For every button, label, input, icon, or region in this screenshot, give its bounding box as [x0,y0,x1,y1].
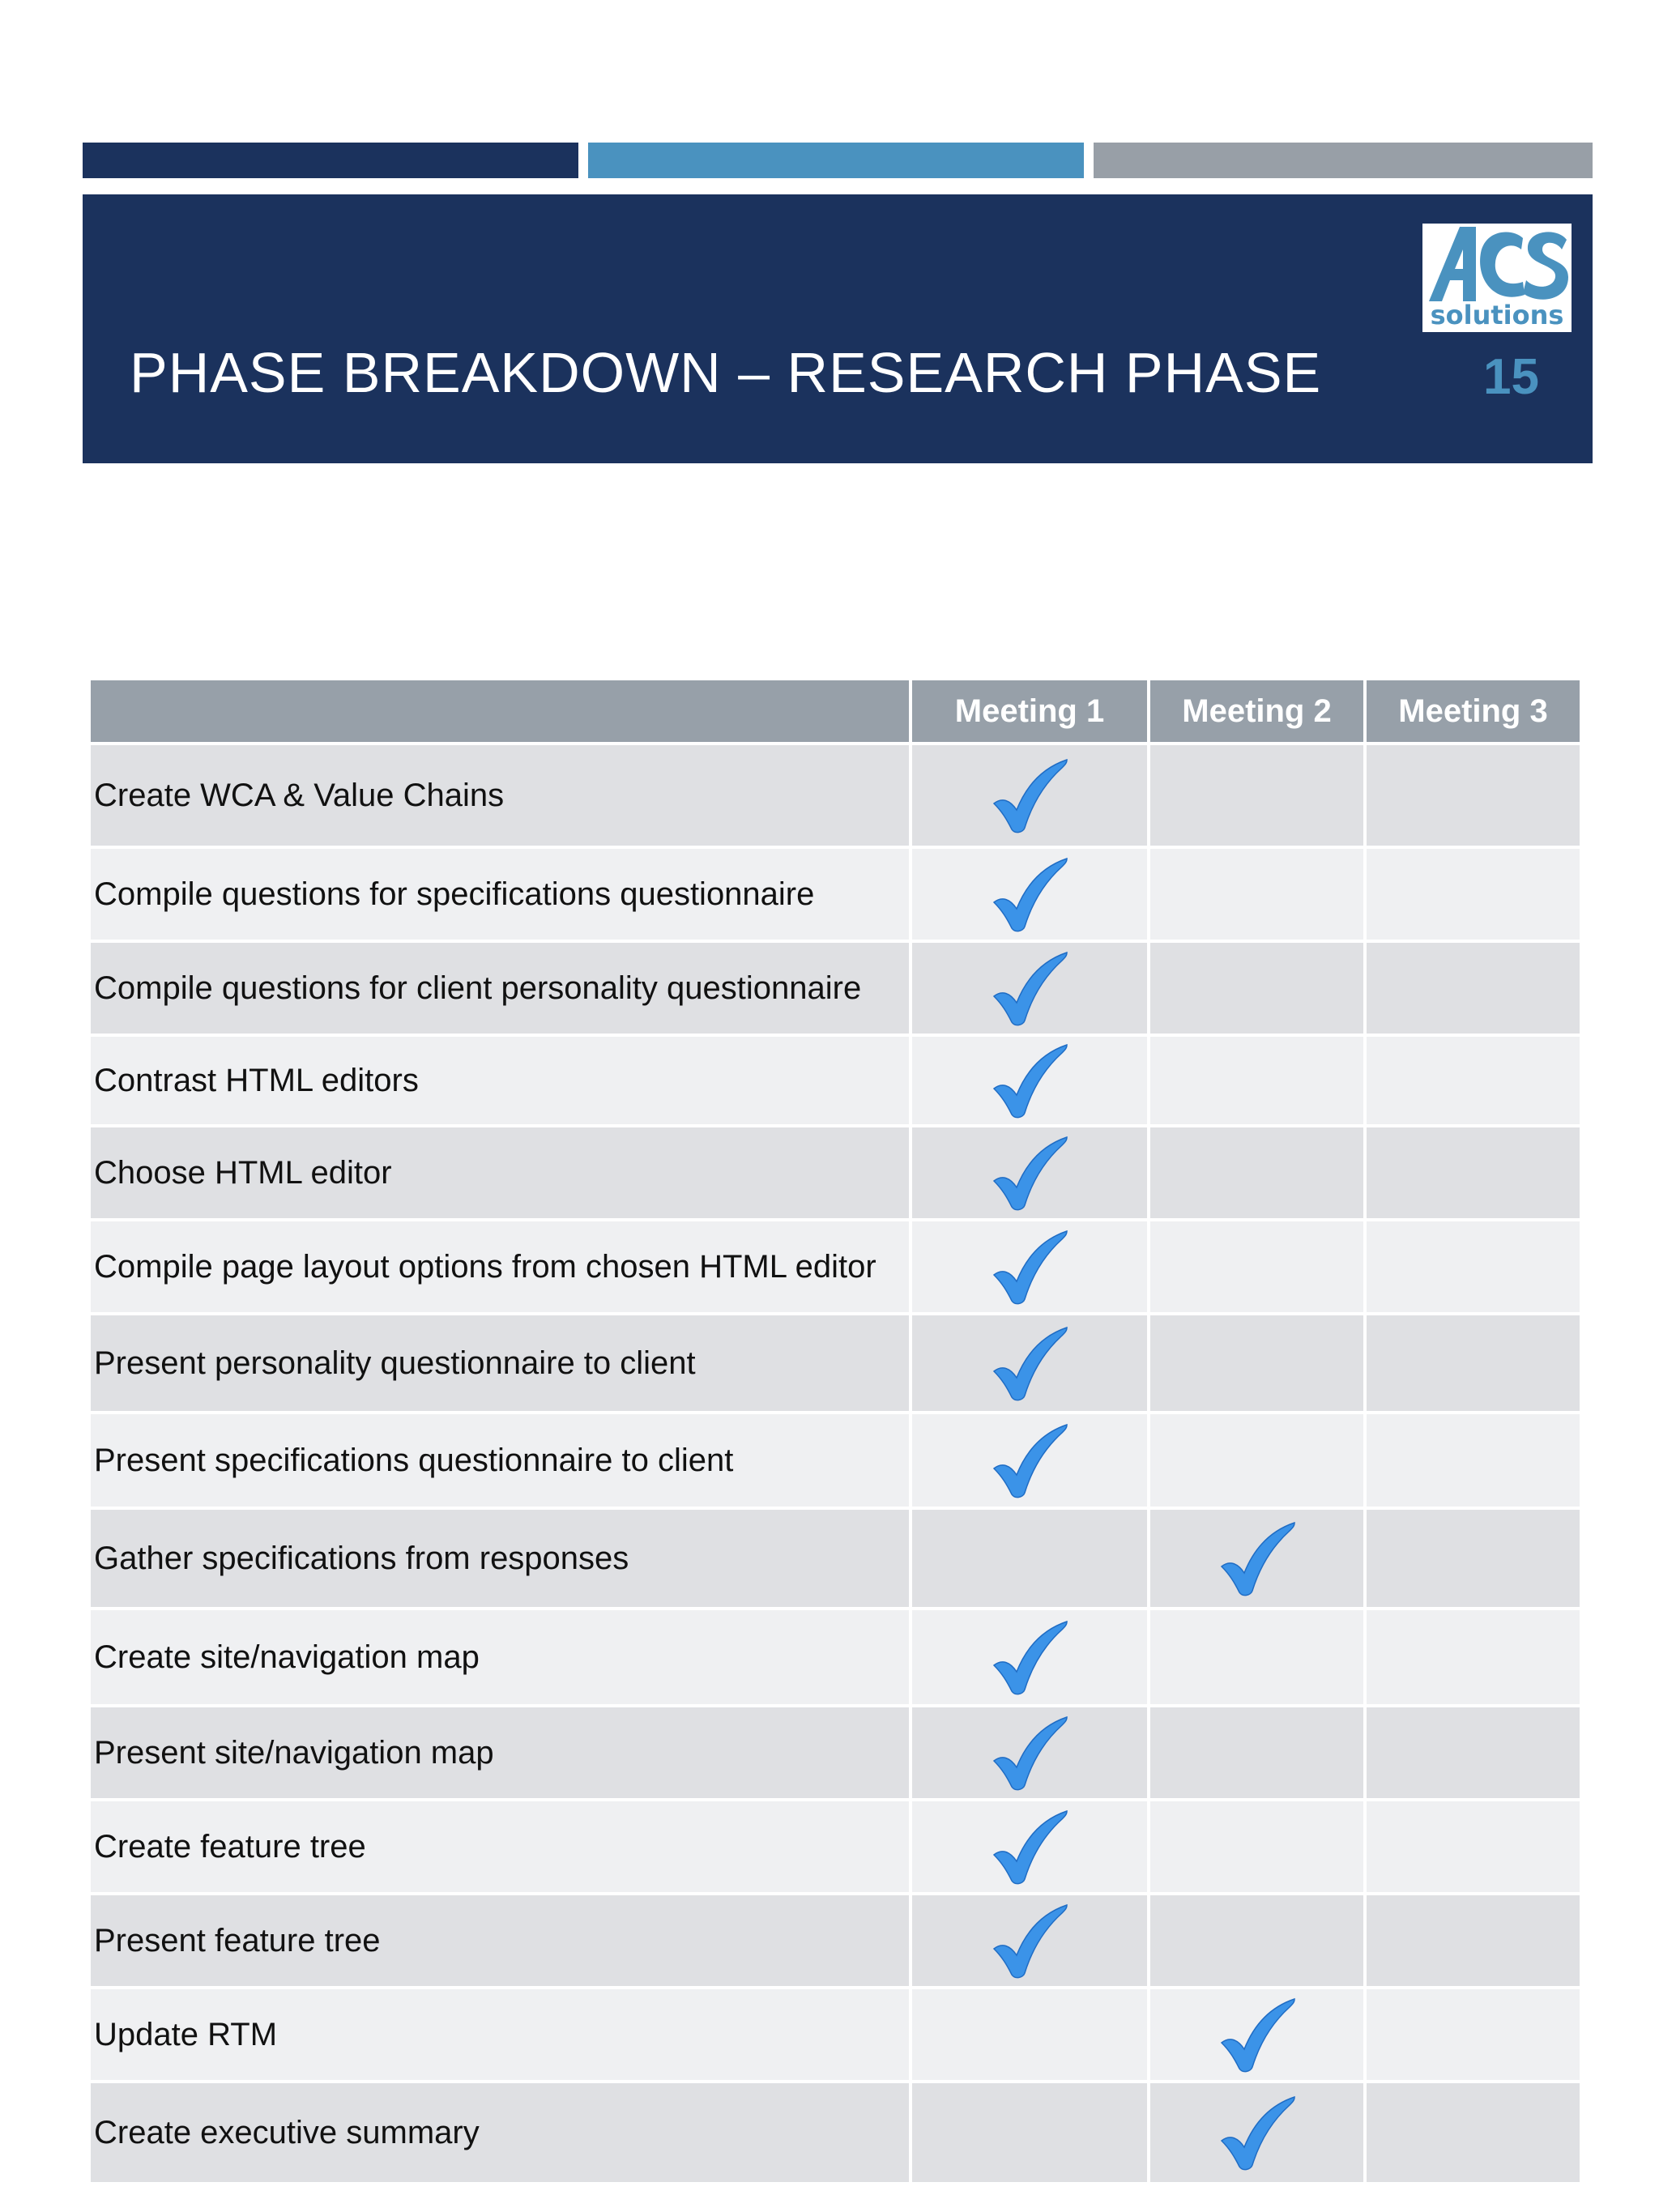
accent-bar-dark [83,143,578,178]
meeting-2-cell [1149,1988,1365,2082]
task-cell: Present personality questionnaire to client [91,1314,911,1413]
checkmark-icon [989,757,1070,834]
meeting-2-cell [1149,1508,1365,1609]
meeting-2-cell [1149,1800,1365,1894]
task-cell: Choose HTML editor [91,1126,911,1220]
checkmark-icon [989,949,1070,1027]
meeting-3-cell [1365,2082,1580,2182]
task-cell: Present specifications questionnaire to client [91,1413,911,1508]
task-cell: Contrast HTML editors [91,1035,911,1126]
checkmark-icon [989,1618,1070,1696]
table-row [91,1894,1580,1988]
meeting-2-cell [1149,1609,1365,1706]
checkmark-icon [989,1714,1070,1792]
checkmark-icon [1217,1996,1298,2073]
meeting-2-cell [1149,847,1365,941]
meeting-1-cell [911,1126,1149,1220]
table-row [91,1706,1580,1800]
meeting-3-cell [1365,1800,1580,1894]
table-row [91,1314,1580,1413]
meeting-3-cell [1365,1035,1580,1126]
task-cell: Create executive summary [91,2082,911,2182]
column-header-task [91,680,911,744]
task-cell: Compile questions for client personality questionnaire [91,941,911,1035]
page-title: PHASE BREAKDOWN – RESEARCH PHASE [130,341,1322,404]
table-row [91,1220,1580,1314]
meeting-1-cell [911,941,1149,1035]
meeting-3-cell [1365,847,1580,941]
checkmark-icon [989,1421,1070,1499]
meeting-1-cell [911,744,1149,847]
meeting-2-cell [1149,1706,1365,1800]
meeting-3-cell [1365,1508,1580,1609]
meeting-3-cell [1365,941,1580,1035]
table-row [91,941,1580,1035]
checkmark-icon [1217,1519,1298,1597]
meeting-1-cell [911,1220,1149,1314]
meeting-3-cell [1365,1988,1580,2082]
table-row [91,847,1580,941]
meeting-3-cell [1365,1894,1580,1988]
task-cell: Create feature tree [91,1800,911,1894]
table-row [91,1800,1580,1894]
task-cell: Gather specifications from responses [91,1508,911,1609]
phase-breakdown-table [91,680,1580,2182]
meeting-1-cell [911,1314,1149,1413]
checkmark-icon [989,1042,1070,1119]
meeting-2-cell [1149,1314,1365,1413]
title-banner [83,194,1593,463]
accent-bar-grey [1094,143,1593,178]
checkmark-icon [989,1134,1070,1212]
task-cell: Present site/navigation map [91,1706,911,1800]
accent-bar-blue [588,143,1084,178]
acs-solutions-logo [1422,224,1572,332]
meeting-1-cell [911,1894,1149,1988]
column-header-meeting-1: Meeting 1 [911,680,1149,744]
table-row [91,1413,1580,1508]
meeting-2-cell [1149,744,1365,847]
meeting-1-cell [911,1988,1149,2082]
meeting-2-cell [1149,1126,1365,1220]
task-cell: Create site/navigation map [91,1609,911,1706]
checkmark-icon [989,1324,1070,1402]
meeting-2-cell [1149,1035,1365,1126]
task-cell: Create WCA & Value Chains [91,744,911,847]
meeting-2-cell [1149,941,1365,1035]
table-header-row [91,680,1580,744]
meeting-3-cell [1365,1314,1580,1413]
meeting-3-cell [1365,1413,1580,1508]
checkmark-icon [989,1902,1070,1980]
meeting-3-cell [1365,744,1580,847]
meeting-1-cell [911,847,1149,941]
table-row [91,1609,1580,1706]
column-header-meeting-3: Meeting 3 [1365,680,1580,744]
task-cell: Compile questions for specifications questionnaire [91,847,911,941]
table-row [91,744,1580,847]
task-cell: Update RTM [91,1988,911,2082]
table-row [91,1988,1580,2082]
checkmark-icon [989,1228,1070,1306]
table-row [91,1126,1580,1220]
checkmark-icon [989,1808,1070,1886]
meeting-2-cell [1149,2082,1365,2182]
column-header-meeting-2: Meeting 2 [1149,680,1365,744]
svg-text:solutions: solutions [1430,300,1564,330]
meeting-1-cell [911,1035,1149,1126]
checkmark-icon [989,855,1070,933]
meeting-1-cell [911,1800,1149,1894]
meeting-1-cell [911,1413,1149,1508]
meeting-1-cell [911,1508,1149,1609]
meeting-1-cell [911,1706,1149,1800]
meeting-2-cell [1149,1894,1365,1988]
meeting-3-cell [1365,1126,1580,1220]
table-row [91,1035,1580,1126]
meeting-2-cell [1149,1413,1365,1508]
meeting-1-cell [911,2082,1149,2182]
meeting-3-cell [1365,1609,1580,1706]
page-number: 15 [1483,349,1539,405]
table-row [91,2082,1580,2182]
table-row [91,1508,1580,1609]
meeting-3-cell [1365,1220,1580,1314]
meeting-2-cell [1149,1220,1365,1314]
task-cell: Compile page layout options from chosen HTML editor [91,1220,911,1314]
meeting-1-cell [911,1609,1149,1706]
task-cell: Present feature tree [91,1894,911,1988]
checkmark-icon [1217,2094,1298,2172]
meeting-3-cell [1365,1706,1580,1800]
